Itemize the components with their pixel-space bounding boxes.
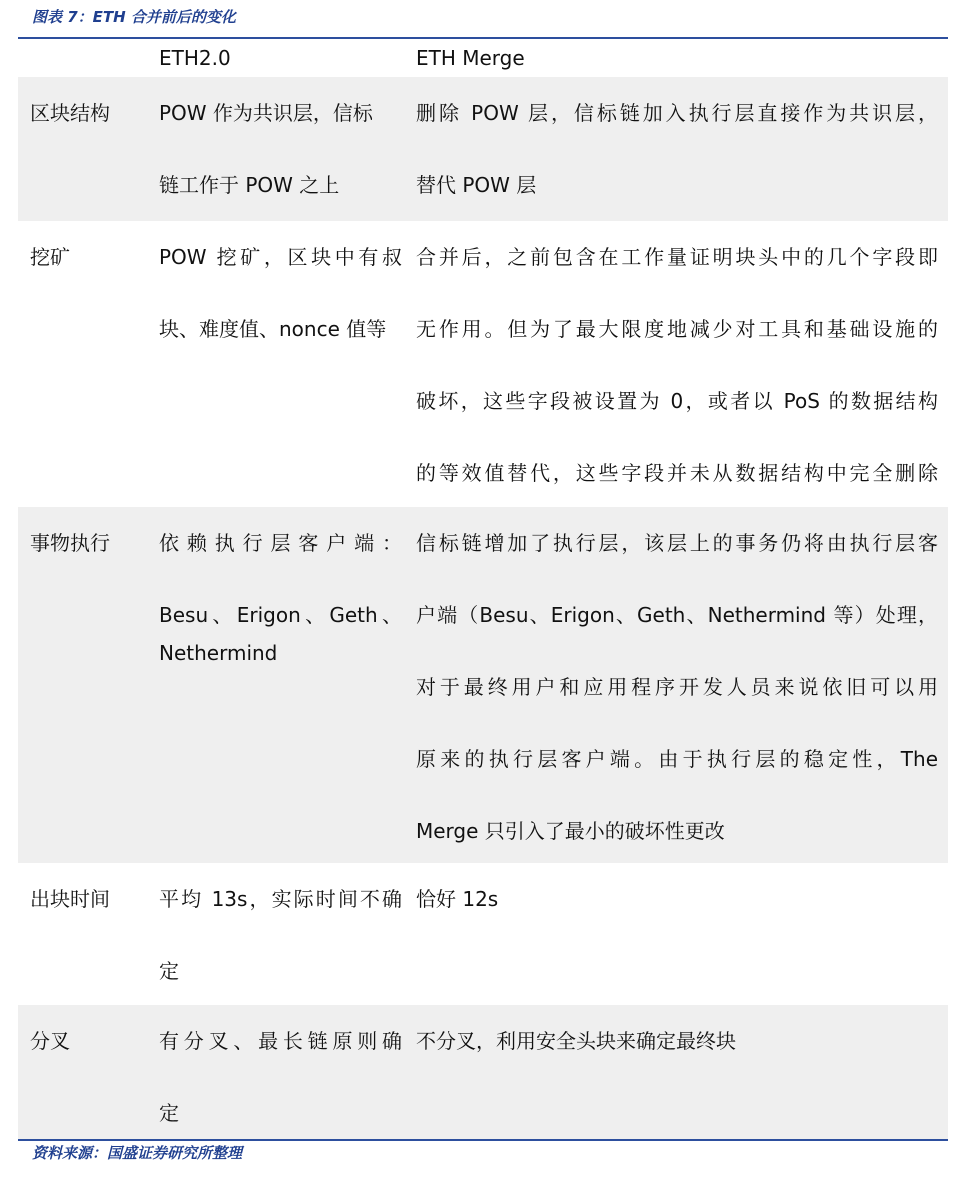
cell-line: 户端（Besu、Erigon、Geth、Nethermind 等）处理， bbox=[416, 603, 938, 627]
eth2-cell bbox=[145, 77, 402, 221]
row-label: 挖矿 bbox=[30, 245, 70, 269]
table-header-row bbox=[18, 39, 948, 77]
row-label: 区块结构 bbox=[30, 101, 110, 125]
table-row-fork bbox=[18, 1005, 948, 1141]
row-label: 出块时间 bbox=[30, 887, 110, 911]
cell-line: 替代 POW 层 bbox=[416, 173, 537, 197]
eth2-cell bbox=[145, 221, 402, 365]
cell-line: 块、难度值、nonce 值等 bbox=[159, 317, 387, 341]
table-row-execution bbox=[18, 507, 948, 863]
merge-cell bbox=[402, 507, 948, 867]
cell-line: 依赖执行层客户端： bbox=[159, 531, 402, 555]
cell-line: 信标链增加了执行层，该层上的事务仍将由执行层客 bbox=[416, 531, 938, 555]
header-eth2: ETH2.0 bbox=[159, 46, 231, 70]
bottom-rule bbox=[18, 1139, 948, 1141]
figure-caption: 图表 7：ETH 合并前后的变化 bbox=[32, 8, 236, 26]
table-row-block-structure bbox=[18, 77, 948, 221]
cell-line: 删除 POW 层，信标链加入执行层直接作为共识层， bbox=[416, 101, 938, 125]
cell-line: 不分叉，利用安全头块来确定最终块 bbox=[416, 1029, 736, 1053]
table-row-mining bbox=[18, 221, 948, 507]
cell-line: 无作用。但为了最大限度地减少对工具和基础设施的 bbox=[416, 317, 938, 341]
cell-line: 原来的执行层客户端。由于执行层的稳定性，The bbox=[416, 747, 938, 771]
comparison-table bbox=[18, 39, 948, 1141]
cell-line: Besu、Erigon、Geth、 bbox=[159, 603, 402, 627]
cell-line: 定 bbox=[159, 1101, 179, 1125]
cell-line: POW 作为共识层，信标 bbox=[159, 101, 373, 125]
cell-line: 有分叉、最长链原则确 bbox=[159, 1029, 402, 1053]
source-note: 资料来源：国盛证券研究所整理 bbox=[32, 1144, 243, 1162]
row-label: 事物执行 bbox=[30, 531, 110, 555]
cell-line: 的等效值替代，这些字段并未从数据结构中完全删除 bbox=[416, 461, 938, 485]
header-eth-merge: ETH Merge bbox=[416, 46, 525, 70]
cell-line: 破坏，这些字段被设置为 0，或者以 PoS 的数据结构 bbox=[416, 389, 938, 413]
cell-line: 对于最终用户和应用程序开发人员来说依旧可以用 bbox=[416, 675, 938, 699]
cell-line: 恰好 12s bbox=[416, 887, 499, 911]
cell-line: Merge 只引入了最小的破坏性更改 bbox=[416, 819, 725, 843]
table-row-block-time bbox=[18, 863, 948, 1005]
eth2-cell bbox=[145, 1005, 402, 1149]
merge-cell bbox=[402, 77, 948, 221]
cell-line: Nethermind bbox=[159, 641, 278, 665]
eth2-cell bbox=[145, 863, 402, 1007]
merge-cell bbox=[402, 863, 948, 935]
cell-line: 链工作于 POW 之上 bbox=[159, 173, 340, 197]
merge-cell bbox=[402, 221, 948, 509]
merge-cell bbox=[402, 1005, 948, 1077]
cell-line: 定 bbox=[159, 959, 179, 983]
cell-line: POW 挖矿，区块中有叔 bbox=[159, 245, 402, 269]
cell-line: 合并后，之前包含在工作量证明块头中的几个字段即 bbox=[416, 245, 938, 269]
row-label: 分叉 bbox=[30, 1029, 70, 1053]
eth2-cell bbox=[145, 507, 402, 677]
cell-line: 平均 13s，实际时间不确 bbox=[159, 887, 402, 911]
